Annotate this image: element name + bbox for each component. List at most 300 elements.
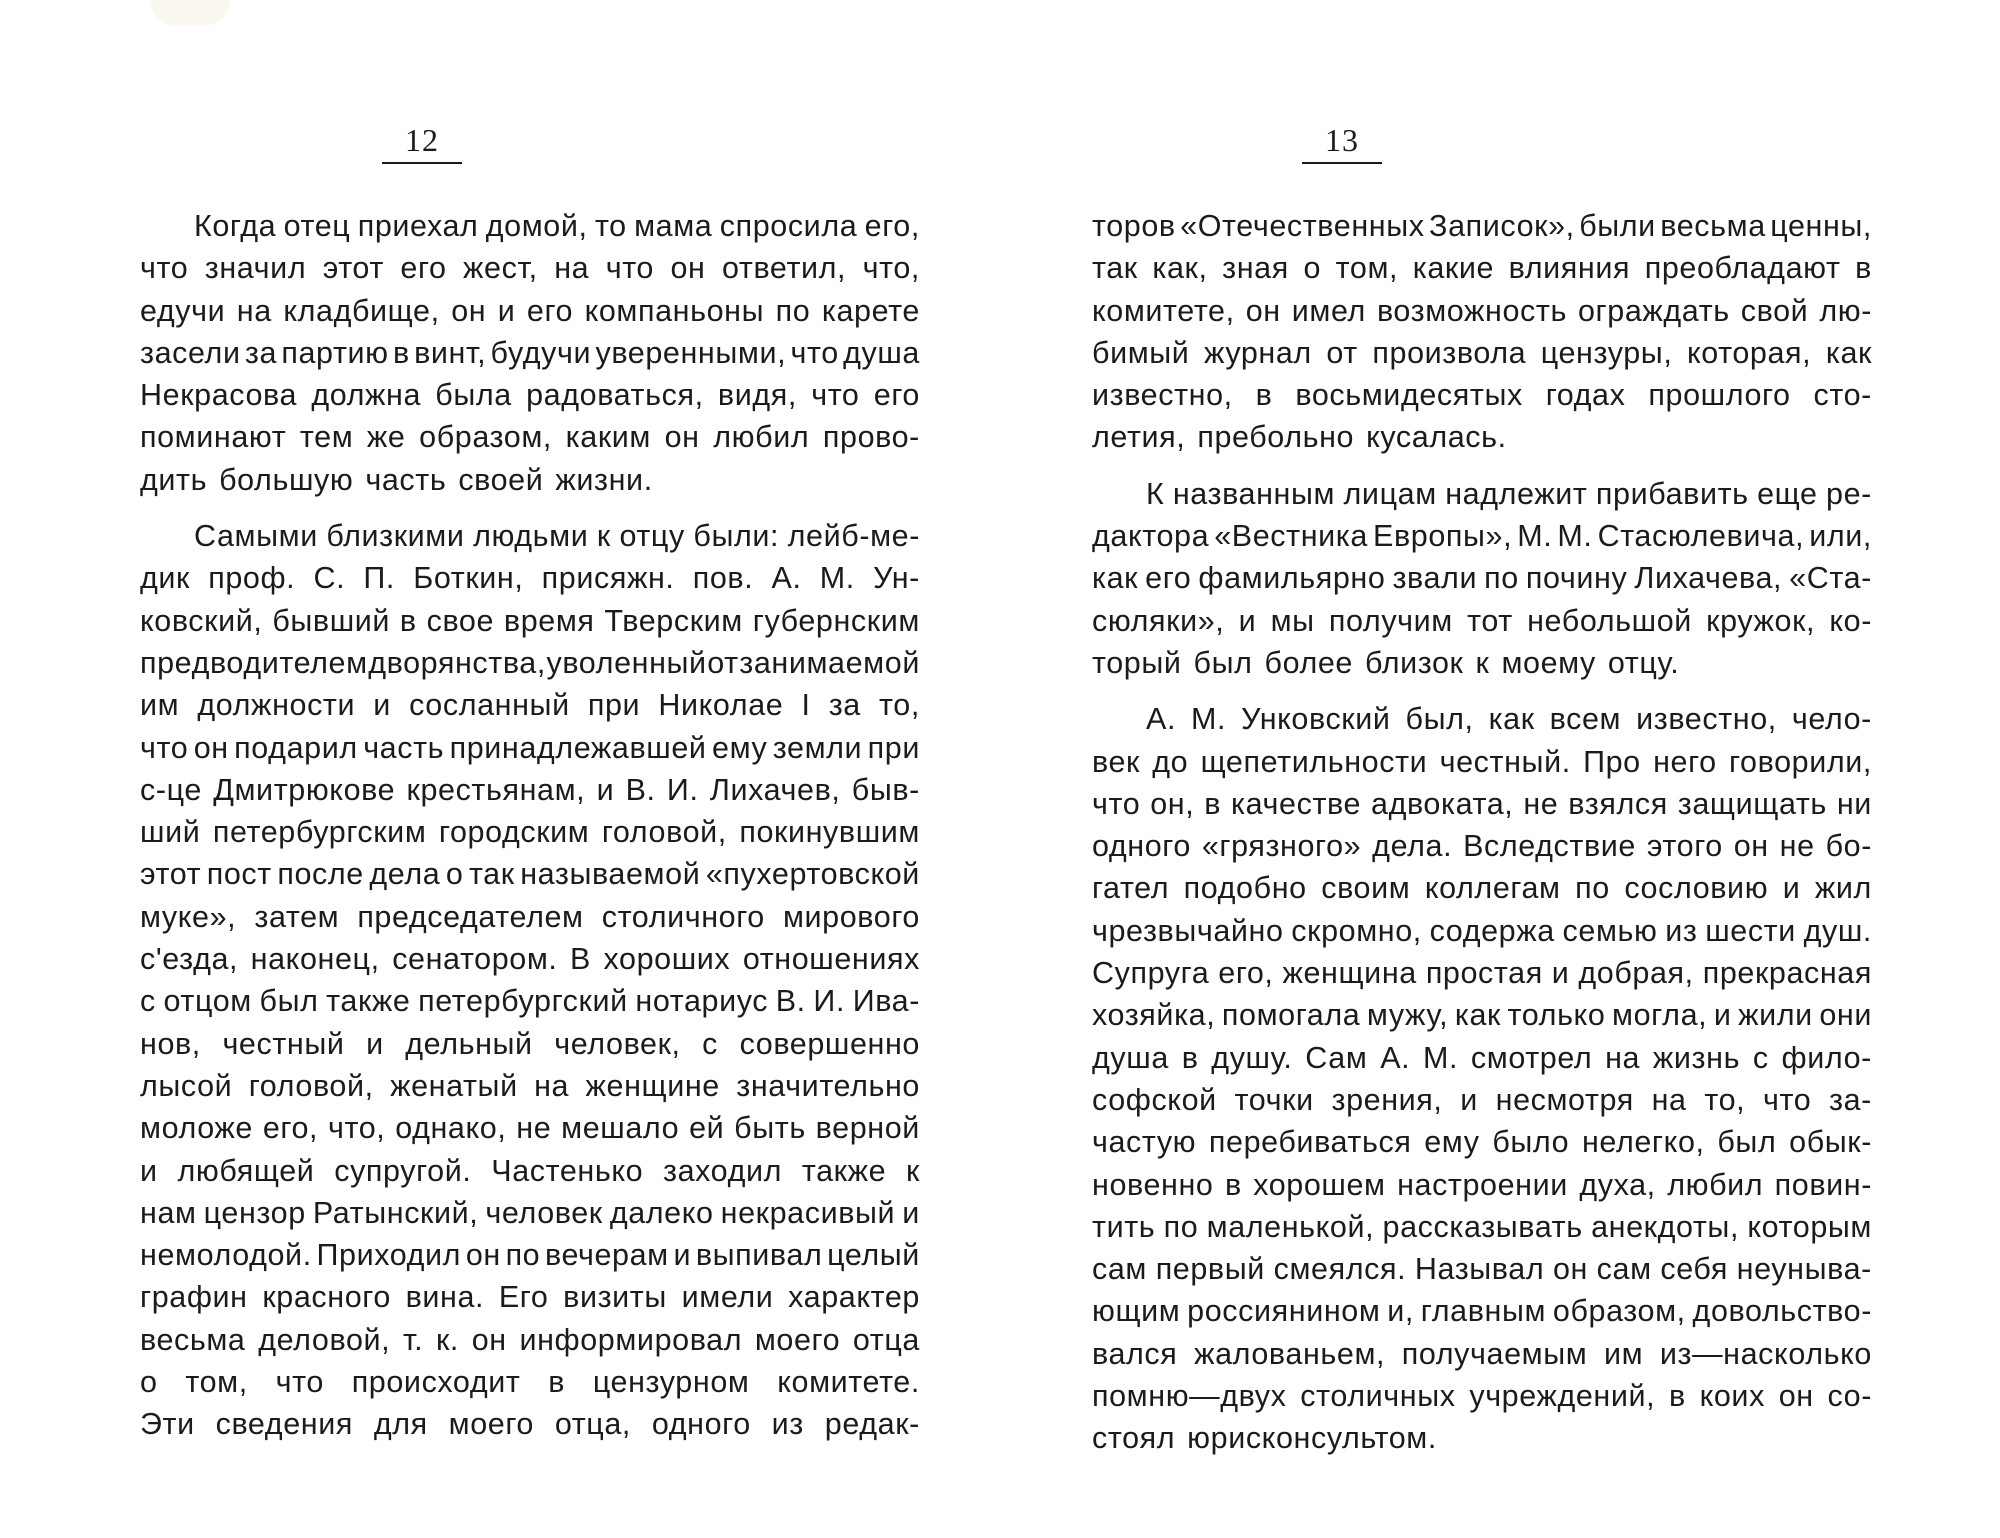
word: по — [505, 1238, 541, 1273]
word: Приходил — [316, 1238, 462, 1273]
word: занимаемой — [739, 645, 920, 680]
word: и — [366, 1026, 384, 1061]
text-line — [140, 938, 920, 980]
text-line — [1092, 642, 1872, 684]
word: он, — [1150, 786, 1195, 821]
word: прошлого — [1648, 378, 1791, 413]
word: Про — [1583, 744, 1641, 779]
text-line — [140, 1361, 920, 1403]
text-line — [1092, 1037, 1872, 1079]
word: прекрасная — [1702, 956, 1872, 991]
word: кружок, — [1706, 603, 1816, 638]
text-line — [140, 811, 920, 853]
word: был — [1193, 645, 1253, 680]
word: прово- — [822, 420, 920, 455]
word: этого — [1646, 829, 1723, 864]
word: значительно — [736, 1068, 920, 1103]
word: М. — [819, 561, 855, 596]
word: семью — [1562, 913, 1658, 948]
word: городским — [438, 815, 590, 850]
word: всем — [1549, 702, 1622, 737]
word: он — [1552, 1252, 1588, 1287]
word: так — [1092, 251, 1138, 286]
word: то, — [879, 688, 920, 723]
word: ший — [140, 815, 201, 850]
word: ре- — [1826, 476, 1872, 511]
word: софской — [1092, 1082, 1217, 1117]
word: говорили, — [1729, 744, 1872, 779]
word: быв- — [851, 772, 920, 807]
text-line — [1092, 994, 1872, 1036]
paragraph-gap — [1092, 459, 1872, 473]
word: о — [445, 857, 464, 892]
word: ко- — [1829, 603, 1872, 638]
word: за — [828, 688, 861, 723]
word: сам — [1596, 1252, 1652, 1287]
paragraph-gap — [1092, 684, 1872, 698]
word: надлежит — [1445, 476, 1588, 511]
word: в — [1224, 1167, 1242, 1202]
word: от — [1326, 335, 1358, 370]
word: по — [1484, 561, 1519, 596]
word: могла, — [1612, 998, 1708, 1033]
word: что — [811, 378, 860, 413]
word: моложе — [140, 1111, 253, 1146]
word: дворянства, — [368, 645, 546, 680]
word: компаньоны — [584, 293, 765, 328]
text-line — [140, 727, 920, 769]
word: должности — [197, 688, 356, 723]
word: ему — [1424, 1125, 1480, 1160]
word: честный. — [1439, 744, 1571, 779]
text-line — [140, 600, 920, 642]
word: цензурном — [592, 1365, 750, 1400]
word: Лихачева, — [1634, 561, 1783, 596]
word: и — [373, 688, 391, 723]
word: жил — [1814, 871, 1872, 906]
text-line — [140, 769, 920, 811]
word: же — [366, 420, 406, 455]
word: также — [326, 984, 411, 1019]
word: как, — [1152, 251, 1208, 286]
word: произвола — [1372, 335, 1527, 370]
word: к — [596, 519, 611, 554]
word: сословию — [1624, 871, 1769, 906]
word: ограждать — [1577, 293, 1730, 328]
word: Унковский — [1241, 702, 1391, 737]
word: защищать — [1677, 786, 1827, 821]
word: возможность — [1376, 293, 1567, 328]
paragraph-gap — [140, 501, 920, 515]
word: столичных — [1300, 1379, 1456, 1414]
word: душа — [1092, 1040, 1169, 1075]
word: человек — [485, 1195, 603, 1230]
word: графин — [140, 1280, 248, 1315]
word: Лихачев, — [709, 772, 841, 807]
word: крестьянам, — [406, 772, 586, 807]
word: пост — [206, 857, 272, 892]
word: содержа — [1429, 913, 1555, 948]
word: П. — [363, 561, 396, 596]
word: отношениях — [742, 942, 920, 977]
text-line — [140, 853, 920, 895]
word: М. — [1517, 519, 1553, 554]
word: должна — [311, 378, 422, 413]
word: приехал — [357, 209, 479, 243]
word: в — [399, 603, 417, 638]
word: Частенько — [491, 1153, 644, 1188]
word: жизни. — [555, 462, 653, 497]
word: точки — [1234, 1082, 1314, 1117]
word: чело- — [1791, 702, 1872, 737]
word: отцу — [619, 519, 685, 554]
text-line — [1092, 205, 1872, 247]
word: Самыми — [194, 519, 318, 554]
word: он — [664, 420, 700, 455]
word: отца, — [554, 1407, 631, 1442]
word: в — [1204, 786, 1222, 821]
word: часть — [363, 730, 445, 765]
word: И. — [666, 772, 699, 807]
text-line — [1092, 1164, 1872, 1206]
word: своим — [1321, 871, 1411, 906]
text-line — [1092, 1333, 1872, 1375]
page-left-text — [140, 205, 920, 1446]
word: и — [1713, 998, 1732, 1033]
word: зная — [1222, 251, 1289, 286]
word: дить — [140, 462, 208, 497]
word: Его — [498, 1280, 549, 1315]
word: стоял — [1092, 1421, 1176, 1456]
word: к — [1475, 645, 1490, 680]
word: однако, — [395, 1111, 507, 1146]
word: фамильярно — [1198, 561, 1386, 596]
word: его — [400, 251, 447, 286]
word: красного — [262, 1280, 391, 1315]
text-line — [1092, 557, 1872, 599]
word: торый — [1092, 645, 1182, 680]
word: «пухертовской — [705, 857, 920, 892]
word: уверенными, — [595, 335, 787, 370]
text-line — [1092, 515, 1872, 557]
word: человек, — [554, 1026, 681, 1061]
word: добрая, — [1578, 956, 1694, 991]
word: анекдоты, — [1591, 1209, 1740, 1244]
word: взялся — [1568, 786, 1668, 821]
text-line — [140, 896, 920, 938]
word: он — [193, 730, 229, 765]
word: они — [1819, 998, 1872, 1033]
text-line — [140, 1234, 920, 1276]
word: за- — [1829, 1082, 1872, 1117]
text-line — [1092, 741, 1872, 783]
word: вечерам — [544, 1238, 669, 1273]
word: на — [236, 293, 272, 328]
word: по — [1575, 871, 1610, 906]
word: дельный — [405, 1026, 533, 1061]
word: Супруга — [1092, 956, 1210, 991]
word: юрисконсультом. — [1187, 1421, 1437, 1456]
word: торов — [1092, 209, 1176, 243]
word: о — [140, 1365, 158, 1400]
word: сенатором. — [392, 942, 558, 977]
word: было — [1492, 1125, 1570, 1160]
word: простая — [1425, 956, 1543, 991]
word: нам — [140, 1195, 197, 1230]
word: жалованьем, — [1194, 1336, 1386, 1371]
page-number-left — [32, 120, 812, 164]
word: фило- — [1781, 1040, 1872, 1075]
word: людьми — [473, 519, 589, 554]
word: за — [244, 335, 278, 370]
word: на — [1651, 1082, 1687, 1117]
word: этот — [140, 857, 202, 892]
word: век — [1092, 744, 1140, 779]
word: информировал — [519, 1322, 743, 1357]
word: его, — [262, 1111, 319, 1146]
word: которая, — [1686, 335, 1812, 370]
word: совершенно — [739, 1026, 920, 1061]
word: нов, — [140, 1026, 201, 1061]
word: него — [1653, 744, 1717, 779]
word: мирового — [782, 899, 920, 934]
word: быть — [734, 1111, 806, 1146]
page-number-right — [952, 120, 1732, 164]
word: Ун- — [873, 561, 920, 596]
text-line — [140, 980, 920, 1022]
word: отцом — [163, 984, 252, 1019]
word: председателем — [357, 899, 584, 934]
word: Боткин, — [413, 561, 524, 596]
word: его, — [864, 209, 920, 243]
word: журнал — [1204, 335, 1312, 370]
word: А. — [1380, 1040, 1411, 1075]
word: любящей — [177, 1153, 315, 1188]
text-line — [140, 1319, 920, 1361]
word: дик — [140, 561, 190, 596]
word: названным — [1172, 476, 1336, 511]
text-line — [140, 557, 920, 599]
text-line — [140, 1192, 920, 1234]
word: мешало — [561, 1111, 680, 1146]
word: моего — [448, 1407, 534, 1442]
text-line — [1092, 1121, 1872, 1163]
word: из — [1665, 913, 1698, 948]
word: женщине — [585, 1068, 720, 1103]
word: спросила — [719, 209, 858, 243]
word: видя, — [717, 378, 797, 413]
word: партию — [281, 335, 389, 370]
word: что — [790, 335, 839, 370]
word: по — [1163, 1209, 1199, 1244]
text-line — [1092, 1248, 1872, 1290]
word: он — [465, 1238, 501, 1273]
word: в — [1181, 1040, 1199, 1075]
text-line — [140, 374, 920, 416]
word: некрасивый — [720, 1195, 896, 1230]
word: мы — [1270, 603, 1315, 638]
word: А. — [771, 561, 802, 596]
word: были: — [693, 519, 780, 554]
word: повин- — [1774, 1167, 1872, 1202]
word: И. — [813, 984, 846, 1019]
word: Сам — [1305, 1040, 1368, 1075]
word: несмотря — [1495, 1082, 1634, 1117]
word: при — [587, 688, 641, 723]
word: так — [468, 857, 515, 892]
word: был — [1717, 1125, 1777, 1160]
word: мужу, — [1366, 998, 1449, 1033]
word: карете — [821, 293, 920, 328]
word: или, — [1809, 519, 1872, 554]
word: Стасюлевича, — [1597, 519, 1805, 554]
word: от — [707, 645, 739, 680]
word: только — [1507, 998, 1606, 1033]
text-line — [1092, 1290, 1872, 1332]
word: предводителем — [140, 645, 368, 680]
word: бимый — [1092, 335, 1190, 370]
word: сам — [1092, 1252, 1147, 1287]
word: с — [1752, 1040, 1769, 1075]
page-right — [1092, 0, 1872, 1538]
word: нелегко, — [1581, 1125, 1705, 1160]
text-line — [140, 1403, 920, 1445]
word: его — [873, 378, 920, 413]
word: неуныва- — [1736, 1252, 1872, 1287]
word: также — [801, 1153, 887, 1188]
word: гател — [1092, 871, 1170, 906]
word: после — [277, 857, 364, 892]
word: пребольно — [1197, 420, 1355, 455]
word: помогала — [1221, 998, 1361, 1033]
word: духа, — [1579, 1167, 1656, 1202]
word: затем — [254, 899, 340, 934]
word: пов. — [692, 561, 754, 596]
word: смотрел — [1470, 1040, 1593, 1075]
word: лю- — [1819, 293, 1872, 328]
text-line — [140, 684, 920, 726]
word: цензор — [203, 1195, 306, 1230]
word: смеялся. — [1273, 1252, 1407, 1287]
text-line — [140, 1023, 920, 1065]
word: в — [1669, 1379, 1686, 1414]
text-line — [140, 1065, 920, 1107]
word: себя — [1660, 1252, 1728, 1287]
text-line — [140, 247, 920, 289]
word: лицам — [1343, 476, 1437, 511]
word: К — [1146, 476, 1165, 511]
word: какие — [1412, 251, 1495, 286]
word: ковский, — [140, 603, 263, 638]
word: вина. — [405, 1280, 485, 1315]
word: бывший — [272, 603, 391, 638]
word: обык- — [1789, 1125, 1872, 1160]
word: и — [1460, 1082, 1478, 1117]
text-line — [1092, 867, 1872, 909]
word: и — [596, 772, 615, 807]
word: и, — [1387, 1294, 1414, 1329]
word: покинувшим — [739, 815, 920, 850]
word: и — [673, 1238, 692, 1273]
word: каким — [565, 420, 651, 455]
word: весьма — [140, 1322, 246, 1357]
word: муке», — [140, 899, 237, 934]
word: им — [140, 688, 180, 723]
word: преобладают — [1644, 251, 1841, 286]
word: Ива- — [852, 984, 920, 1019]
word: в — [1855, 251, 1872, 286]
word: супругой. — [334, 1153, 472, 1188]
text-line — [1092, 416, 1872, 458]
word: М. — [1423, 1040, 1459, 1075]
word: как — [1454, 998, 1501, 1033]
word: с'езда, — [140, 942, 239, 977]
word: к. — [435, 1322, 459, 1357]
word: что — [1763, 1082, 1812, 1117]
word: он — [451, 293, 487, 328]
word: дактора — [1092, 519, 1210, 554]
text-line — [1092, 1206, 1872, 1248]
word: главным — [1420, 1294, 1547, 1329]
word: его, — [1218, 956, 1274, 991]
word: коих — [1699, 1379, 1765, 1414]
word: близкими — [326, 519, 465, 554]
word: отец — [283, 209, 351, 243]
word: годах — [1545, 378, 1626, 413]
word: винт, — [414, 335, 487, 370]
page-number-right-rule — [1302, 162, 1382, 164]
word: жест, — [463, 251, 538, 286]
text-line — [1092, 247, 1872, 289]
word: образом, — [419, 420, 552, 455]
word: подарил — [234, 730, 358, 765]
word: мама — [634, 209, 713, 243]
word: получим — [1328, 603, 1453, 638]
word: В. — [625, 772, 656, 807]
text-line — [140, 205, 920, 247]
word: Вследствие — [1463, 829, 1636, 864]
word: сосланный — [409, 688, 570, 723]
word: т. — [402, 1322, 424, 1357]
word: щепетильности — [1200, 744, 1428, 779]
text-line — [1092, 952, 1872, 994]
word: женщина — [1282, 956, 1417, 991]
word: коллегам — [1424, 871, 1561, 906]
word: как — [1488, 702, 1535, 737]
text-line — [1092, 473, 1872, 515]
word: довольство- — [1692, 1294, 1872, 1329]
word: им — [1603, 1336, 1644, 1371]
word: женатый — [390, 1068, 518, 1103]
word: засели — [140, 335, 241, 370]
word: цензуры, — [1540, 335, 1673, 370]
word: сто- — [1813, 378, 1872, 413]
word: шести — [1705, 913, 1796, 948]
word: далеко — [609, 1195, 714, 1230]
page-number-right-text: 13 — [1325, 122, 1359, 158]
word: на — [534, 1068, 570, 1103]
page-right-text — [1092, 205, 1872, 1460]
word: его — [1145, 561, 1192, 596]
word: он — [471, 1322, 507, 1357]
word: из — [771, 1407, 804, 1442]
word: звали — [1392, 561, 1478, 596]
word: жизнь — [1652, 1040, 1741, 1075]
word: новенно — [1092, 1167, 1214, 1202]
word: на — [1605, 1040, 1641, 1075]
word: была — [435, 378, 512, 413]
word: маленькой, — [1206, 1209, 1375, 1244]
